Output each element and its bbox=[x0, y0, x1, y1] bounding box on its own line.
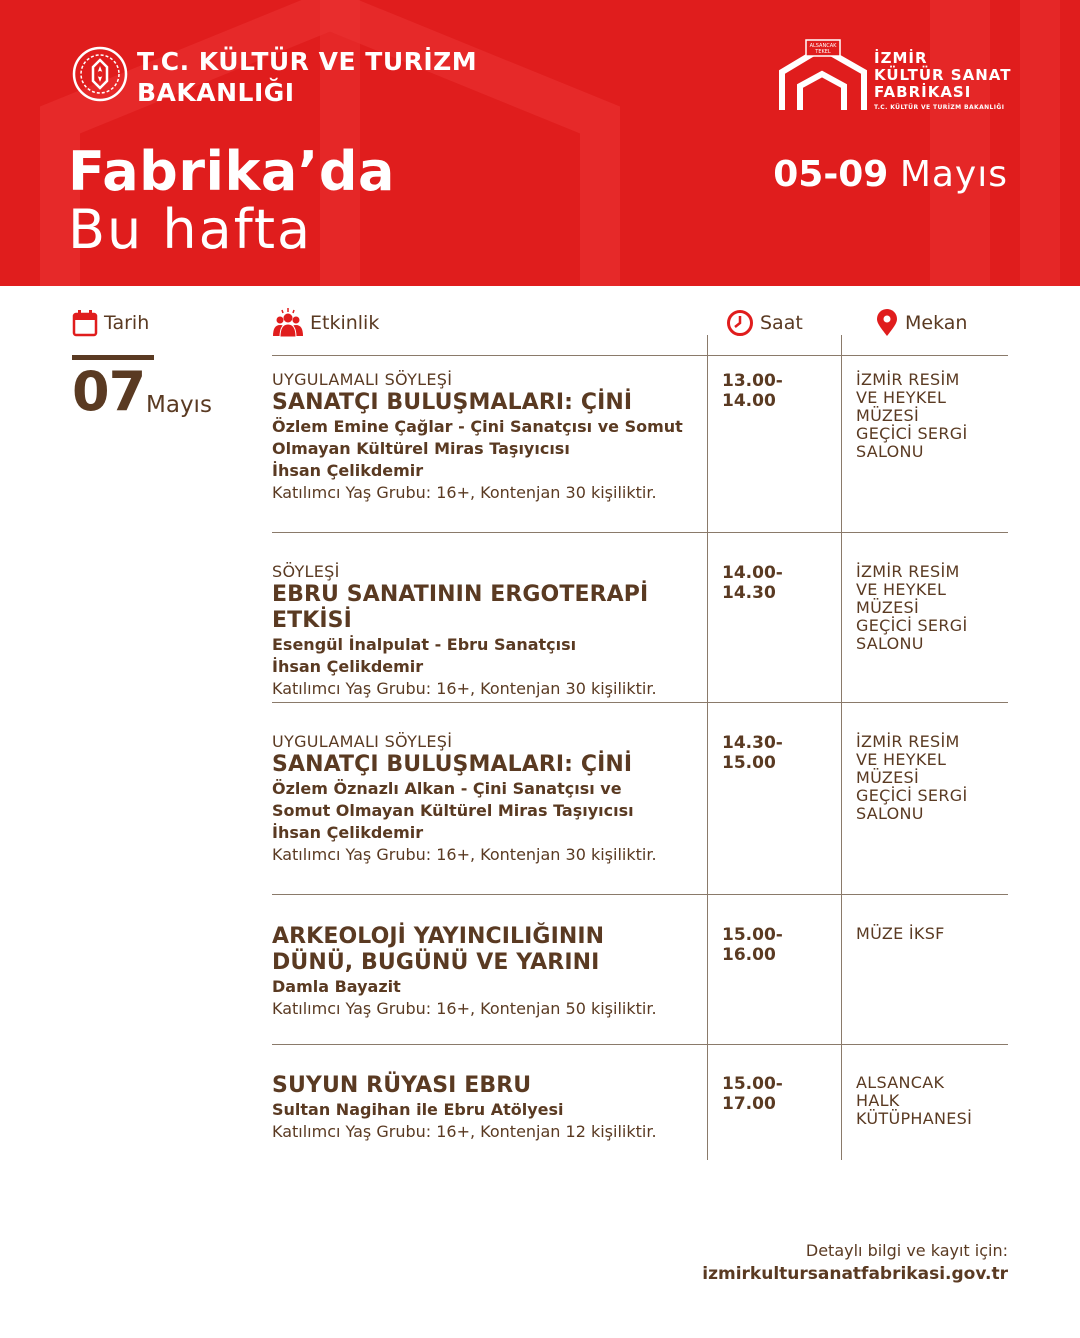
ministry-emblem-icon bbox=[72, 46, 128, 102]
venue-line: GEÇİCİ SERGİ bbox=[856, 424, 968, 443]
ministry-name bbox=[137, 46, 477, 108]
event-row bbox=[272, 370, 704, 503]
venue-line: MÜZESİ bbox=[856, 768, 919, 787]
factory-badge-line2: TEKEL bbox=[815, 49, 831, 55]
factory-name-line1: İZMİR bbox=[874, 49, 928, 67]
factory-name-line2: KÜLTÜR SANAT bbox=[874, 66, 1012, 84]
footer-info-text: Detaylı bilgi ve kayıt için: bbox=[805, 1241, 1008, 1260]
calendar-icon bbox=[72, 309, 98, 337]
table-column-divider bbox=[841, 335, 842, 1160]
venue-line: MÜZE İKSF bbox=[856, 924, 945, 943]
people-group-icon bbox=[272, 308, 304, 338]
event-time: 15.00-17.00 bbox=[722, 1074, 783, 1114]
date-range-month: Mayıs bbox=[899, 154, 1008, 195]
event-title-cont: DÜNÜ, BUGÜNÜ VE YARINI bbox=[272, 950, 600, 975]
event-info: Katılımcı Yaş Grubu: 16+, Kontenjan 12 kişiliktir. bbox=[272, 1122, 657, 1141]
ministry-name-line2: BAKANLIĞI bbox=[137, 78, 295, 107]
factory-subtitle: T.C. KÜLTÜR VE TURİZM BAKANLIĞI bbox=[874, 104, 1005, 111]
venue-line: GEÇİCİ SERGİ bbox=[856, 616, 968, 635]
event-info: Katılımcı Yaş Grubu: 16+, Kontenjan 30 kişiliktir. bbox=[272, 845, 657, 864]
page-title-light: Bu hafta bbox=[68, 198, 313, 261]
column-header-time bbox=[726, 306, 803, 340]
event-info: Katılımcı Yaş Grubu: 16+, Kontenjan 30 kişiliktir. bbox=[272, 483, 657, 502]
venue-line: MÜZESİ bbox=[856, 406, 919, 425]
event-speaker: Esengül İnalpulat - Ebru Sanatçısı bbox=[272, 635, 577, 654]
factory-badge-line1: ALSANCAK bbox=[809, 43, 837, 49]
venue-line: MÜZESİ bbox=[856, 598, 919, 617]
event-title: SUYUN RÜYASI EBRU bbox=[272, 1073, 532, 1098]
event-row bbox=[272, 1073, 704, 1142]
event-speaker: Özlem Emine Çağlar - Çini Sanatçısı ve Somut bbox=[272, 417, 683, 436]
location-pin-icon bbox=[875, 309, 899, 337]
event-info: Katılımcı Yaş Grubu: 16+, Kontenjan 30 kişiliktir. bbox=[272, 679, 657, 698]
factory-building-logo bbox=[778, 38, 868, 114]
event-speaker: Sultan Nagihan ile Ebru Atölyesi bbox=[272, 1100, 564, 1119]
event-speaker: Damla Bayazit bbox=[272, 977, 401, 996]
footer-website-link[interactable]: izmirkultursanatfabrikasi.gov.tr bbox=[702, 1264, 1008, 1284]
table-divider bbox=[272, 1044, 1008, 1045]
event-venue bbox=[856, 371, 1006, 461]
event-venue bbox=[856, 1074, 1006, 1128]
venue-line: İZMİR RESİM bbox=[856, 562, 960, 581]
event-moderator: İhsan Çelikdemir bbox=[272, 823, 424, 842]
event-venue bbox=[856, 925, 1006, 943]
header-banner bbox=[0, 0, 1080, 286]
day-month: Mayıs bbox=[146, 392, 212, 418]
event-time: 14.00-14.30 bbox=[722, 563, 783, 603]
event-title: ARKEOLOJİ YAYINCILIĞININ bbox=[272, 924, 605, 949]
event-speaker: Özlem Öznazlı Alkan - Çini Sanatçısı ve bbox=[272, 779, 622, 798]
event-venue bbox=[856, 563, 1006, 653]
clock-icon bbox=[726, 309, 754, 337]
venue-line: İZMİR RESİM bbox=[856, 732, 960, 751]
venue-line: İZMİR RESİM bbox=[856, 370, 960, 389]
event-title: SANATÇI BULUŞMALARI: ÇİNİ bbox=[272, 390, 633, 415]
table-divider bbox=[272, 702, 1008, 703]
venue-line: GEÇİCİ SERGİ bbox=[856, 786, 968, 805]
venue-line: ALSANCAK bbox=[856, 1073, 945, 1092]
event-category: UYGULAMALI SÖYLEŞİ bbox=[272, 370, 453, 389]
table-divider bbox=[272, 894, 1008, 895]
venue-line: VE HEYKEL bbox=[856, 580, 947, 599]
event-category: UYGULAMALI SÖYLEŞİ bbox=[272, 732, 453, 751]
event-category: SÖYLEŞİ bbox=[272, 562, 340, 581]
event-row bbox=[272, 562, 704, 699]
venue-line: SALONU bbox=[856, 634, 924, 653]
event-moderator: İhsan Çelikdemir bbox=[272, 657, 424, 676]
event-speaker-cont: Olmayan Kültürel Miras Taşıyıcısı bbox=[272, 439, 570, 458]
event-row bbox=[272, 732, 704, 865]
column-header-date-label: Tarih bbox=[104, 312, 150, 334]
day-number: 07 bbox=[72, 360, 146, 423]
venue-line: KÜTÜPHANESİ bbox=[856, 1109, 973, 1128]
table-divider bbox=[272, 355, 1008, 356]
venue-line: VE HEYKEL bbox=[856, 388, 947, 407]
column-header-event-label: Etkinlik bbox=[310, 312, 380, 334]
factory-name bbox=[874, 50, 1011, 101]
date-range-numbers: 05-09 bbox=[773, 154, 889, 195]
event-time: 13.00-14.00 bbox=[722, 371, 783, 411]
venue-line: SALONU bbox=[856, 442, 924, 461]
column-header-time-label: Saat bbox=[760, 312, 803, 334]
event-time: 14.30-15.00 bbox=[722, 733, 783, 773]
event-row bbox=[272, 924, 704, 1019]
event-info: Katılımcı Yaş Grubu: 16+, Kontenjan 50 kişiliktir. bbox=[272, 999, 657, 1018]
page-title-bold: Fabrika’da bbox=[68, 140, 395, 203]
venue-line: SALONU bbox=[856, 804, 924, 823]
event-venue bbox=[856, 733, 1006, 823]
date-range bbox=[773, 154, 1008, 195]
column-header-event bbox=[272, 306, 379, 340]
event-speaker-cont: Somut Olmayan Kültürel Miras Taşıyıcısı bbox=[272, 801, 634, 820]
column-header-date bbox=[72, 306, 149, 340]
table-column-divider bbox=[707, 335, 708, 1160]
venue-line: VE HEYKEL bbox=[856, 750, 947, 769]
column-header-venue bbox=[875, 306, 967, 340]
table-divider bbox=[272, 532, 1008, 533]
venue-line: HALK bbox=[856, 1091, 900, 1110]
column-header-venue-label: Mekan bbox=[905, 312, 968, 334]
event-moderator: İhsan Çelikdemir bbox=[272, 461, 424, 480]
ministry-name-line1: T.C. KÜLTÜR VE TURİZM bbox=[137, 47, 478, 76]
event-title: SANATÇI BULUŞMALARI: ÇİNİ bbox=[272, 752, 633, 777]
event-time: 15.00-16.00 bbox=[722, 925, 783, 965]
event-title: EBRU SANATININ ERGOTERAPİ ETKİSİ bbox=[272, 582, 649, 633]
factory-name-line3: FABRİKASI bbox=[874, 83, 972, 101]
